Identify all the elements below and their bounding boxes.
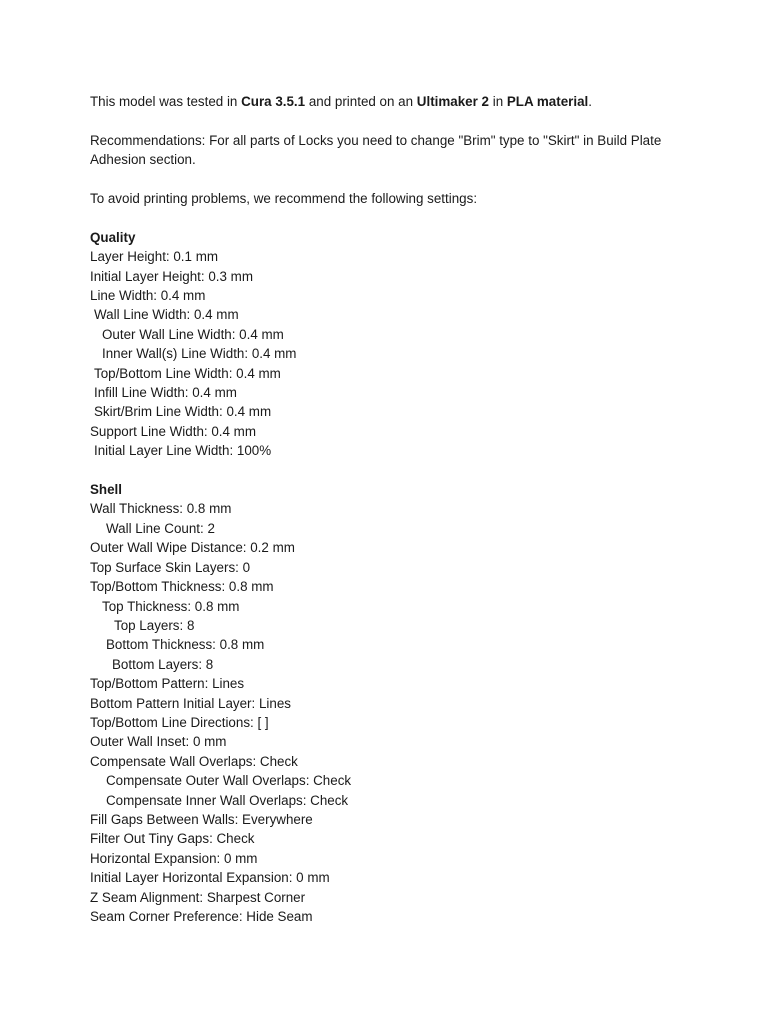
material-name: PLA material — [506, 94, 589, 109]
setting-line: Top/Bottom Line Width: 0.4 mm — [94, 365, 281, 381]
setting-line: Initial Layer Line Width: 100% — [94, 443, 272, 459]
recommendations-paragraph: Recommendations: For all parts of Locks you need to change "Brim" type to "Skirt" in Build Plate Adhesion section. — [90, 132, 662, 168]
section-heading-quality: Quality — [90, 229, 136, 245]
setting-line: Compensate Outer Wall Overlaps: Check — [106, 773, 352, 789]
setting-line: Top/Bottom Line Directions: [ ] — [90, 714, 269, 730]
intro-text-g: . — [588, 94, 592, 109]
setting-line: Top Layers: 8 — [114, 617, 195, 633]
settings-intro-paragraph: To avoid printing problems, we recommend the following settings: — [90, 191, 478, 206]
intro-text-e: in — [489, 94, 507, 109]
setting-line: Compensate Wall Overlaps: Check — [90, 753, 298, 769]
shell-section — [90, 480, 690, 926]
setting-line: Wall Thickness: 0.8 mm — [90, 501, 232, 517]
setting-line: Outer Wall Wipe Distance: 0.2 mm — [90, 540, 295, 556]
intro-text-a: This model was tested in — [90, 94, 242, 109]
setting-line: Z Seam Alignment: Sharpest Corner — [90, 889, 306, 905]
intro-text-c: and printed on an — [305, 94, 417, 109]
setting-line: Outer Wall Line Width: 0.4 mm — [102, 326, 284, 342]
setting-line: Infill Line Width: 0.4 mm — [94, 385, 237, 401]
setting-line: Bottom Layers: 8 — [112, 656, 214, 672]
setting-line: Top/Bottom Pattern: Lines — [90, 676, 245, 692]
setting-line: Seam Corner Preference: Hide Seam — [90, 909, 313, 924]
printer-name: Ultimaker 2 — [416, 94, 489, 109]
software-name: Cura 3.5.1 — [241, 94, 306, 109]
setting-line: Initial Layer Height: 0.3 mm — [90, 268, 253, 284]
setting-line: Outer Wall Inset: 0 mm — [90, 734, 227, 750]
setting-line: Filter Out Tiny Gaps: Check — [90, 831, 255, 847]
setting-line: Bottom Thickness: 0.8 mm — [106, 637, 265, 653]
setting-line: Bottom Pattern Initial Layer: Lines — [90, 695, 291, 711]
setting-line: Layer Height: 0.1 mm — [90, 249, 219, 265]
section-heading-shell: Shell — [90, 482, 122, 498]
document-body — [90, 92, 690, 926]
setting-line: Top Thickness: 0.8 mm — [102, 598, 240, 614]
intro-paragraph — [90, 92, 690, 111]
setting-line: Support Line Width: 0.4 mm — [90, 423, 256, 439]
setting-line: Compensate Inner Wall Overlaps: Check — [106, 792, 349, 808]
setting-line: Fill Gaps Between Walls: Everywhere — [90, 811, 313, 827]
setting-line: Initial Layer Horizontal Expansion: 0 mm — [90, 870, 330, 886]
setting-line: Line Width: 0.4 mm — [90, 288, 206, 304]
setting-line: Wall Line Count: 2 — [106, 520, 215, 536]
setting-line: Skirt/Brim Line Width: 0.4 mm — [94, 404, 272, 420]
setting-line: Top/Bottom Thickness: 0.8 mm — [90, 579, 274, 595]
quality-section — [90, 228, 690, 461]
setting-line: Inner Wall(s) Line Width: 0.4 mm — [102, 346, 297, 362]
setting-line: Top Surface Skin Layers: 0 — [90, 559, 251, 575]
setting-line: Horizontal Expansion: 0 mm — [90, 850, 258, 866]
setting-line: Wall Line Width: 0.4 mm — [94, 307, 239, 323]
